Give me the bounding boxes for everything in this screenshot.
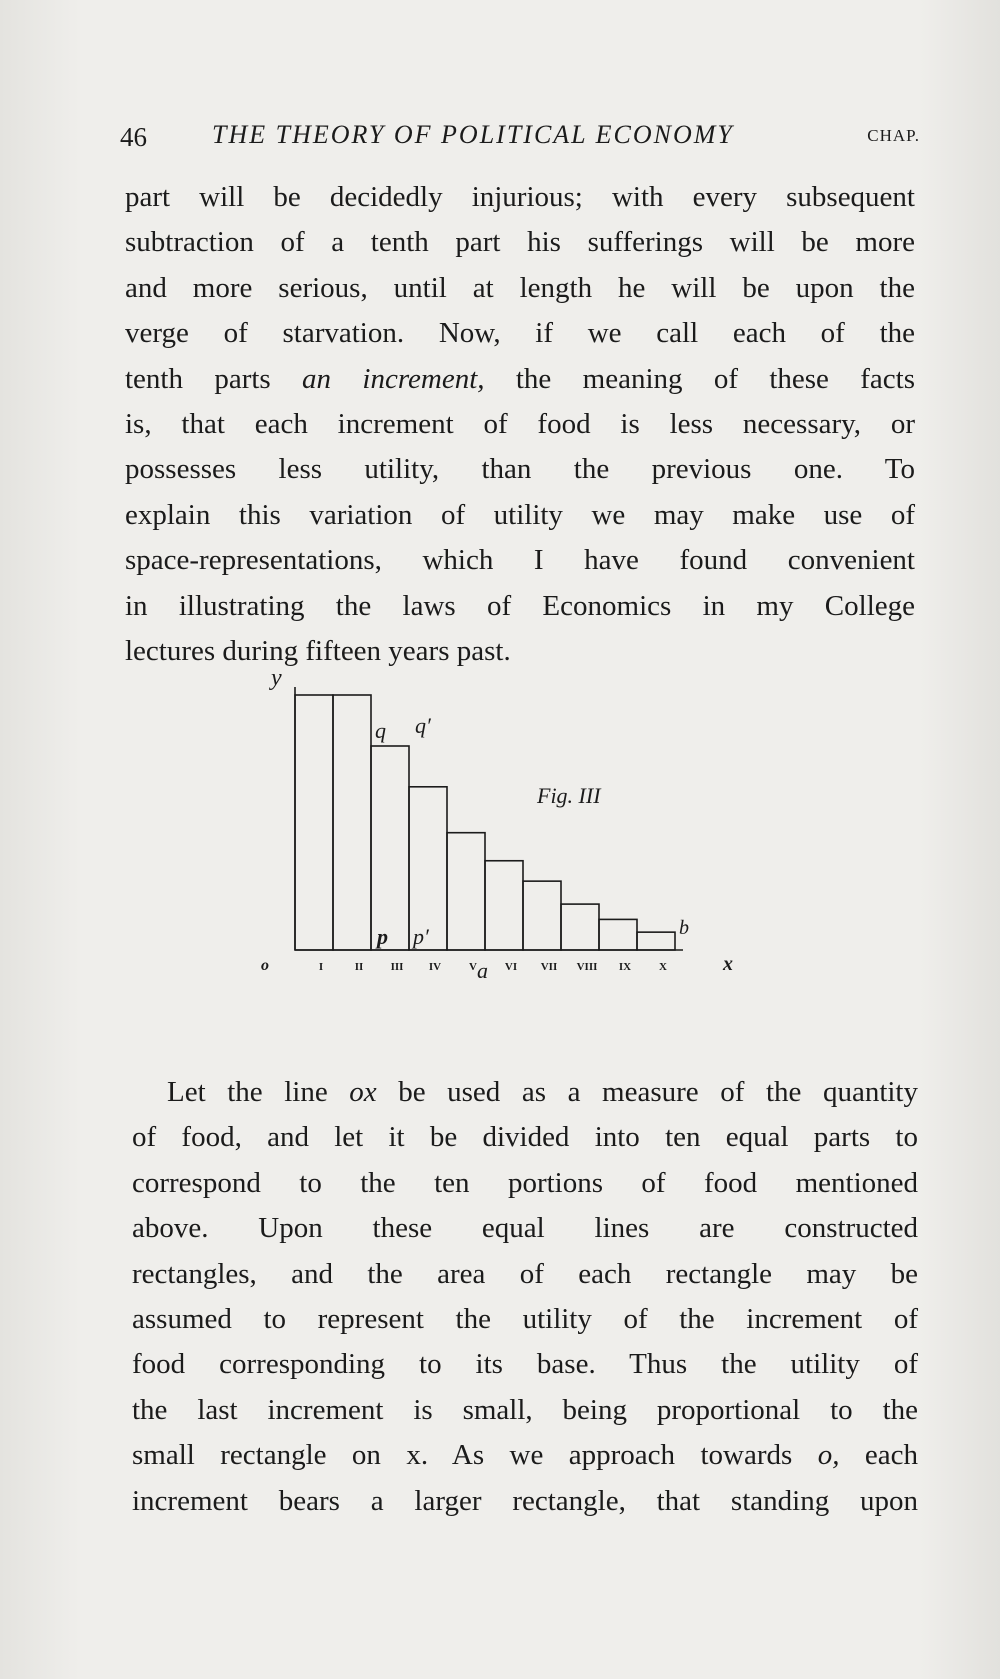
text-line: the last increment is small, being proportional to the	[132, 1393, 918, 1426]
text-run: the meaning of these facts	[484, 362, 916, 395]
x-tick-label: V	[469, 961, 477, 973]
utility-bar	[561, 904, 599, 950]
point-label-b: b	[679, 917, 689, 939]
x-tick-label: I	[318, 961, 324, 973]
utility-bar	[485, 861, 523, 950]
utility-bar	[599, 919, 637, 950]
utility-bar	[523, 881, 561, 950]
text-run: tenth parts	[125, 362, 303, 395]
utility-bar	[371, 746, 409, 950]
text-line: possesses less utility, than the previous one. To	[125, 453, 915, 486]
text-run: Let the line	[167, 1076, 350, 1108]
italic-text: ox	[349, 1076, 377, 1108]
running-header	[120, 116, 920, 156]
text-line: verge of starvation. Now, if we call each of the	[125, 317, 915, 350]
text-line	[132, 1433, 918, 1478]
text-line	[125, 357, 915, 402]
emphasis-text: an increment,	[302, 362, 485, 395]
text-line: of food, and let it be divided into ten equal parts to	[132, 1121, 918, 1154]
text-line: lectures during fifteen years past.	[125, 635, 511, 668]
text-line: above. Upon these equal lines are constructed	[132, 1212, 918, 1245]
text-run: small rectangle on x. As we approach towards	[132, 1439, 818, 1472]
point-label-a: a	[477, 958, 488, 983]
x-tick-label: III	[390, 961, 404, 973]
utility-bar	[637, 932, 675, 950]
point-label-q-prime: q′	[415, 712, 431, 738]
x-tick-label: VII	[540, 961, 558, 973]
figure-svg	[261, 665, 785, 1055]
text-line: part will be decidedly injurious; with every subsequent	[125, 181, 915, 213]
x-tick-label: IV	[428, 961, 442, 973]
x-tick-label: VIII	[576, 961, 598, 973]
paragraph-1	[125, 175, 915, 674]
text-line: correspond to the ten portions of food mentioned	[132, 1166, 918, 1199]
text-run: each	[839, 1439, 918, 1472]
x-tick-label: II	[354, 961, 364, 973]
x-tick-label: X	[659, 961, 667, 973]
chapter-label: CHAP.	[867, 126, 920, 145]
text-line: subtraction of a tenth part his sufferings will be more	[125, 226, 915, 259]
text-line	[132, 1070, 918, 1115]
text-line: rectangles, and the area of each rectangle may be	[132, 1257, 918, 1290]
x-tick-label: IX	[618, 961, 632, 973]
italic-text: o,	[817, 1439, 840, 1472]
text-line: increment bears a larger rectangle, that standing upon	[132, 1484, 918, 1517]
text-run: be used as a measure of the quantity	[376, 1076, 918, 1108]
text-line: is, that each increment of food is less necessary, or	[125, 408, 915, 441]
point-label-p: p	[377, 924, 388, 949]
paragraph-2	[132, 1070, 918, 1524]
x-axis-end-label: x	[723, 953, 733, 975]
text-line: space-representations, which I have found convenient	[125, 544, 915, 577]
text-line: in illustrating the laws of Economics in my College	[125, 589, 915, 622]
text-line: assumed to represent the utility of the increment of	[132, 1303, 918, 1336]
utility-bar	[333, 695, 371, 950]
origin-label: o	[261, 957, 269, 974]
text-line: food corresponding to its base. Thus the utility of	[132, 1348, 918, 1381]
utility-figure	[261, 665, 785, 1055]
text-line: explain this variation of utility we may make use of	[125, 498, 915, 531]
text-line: and more serious, until at length he will be upon the	[125, 271, 915, 304]
point-label-p-prime: p′	[413, 924, 429, 949]
utility-bar	[447, 833, 485, 950]
y-axis-label: y	[271, 665, 282, 691]
figure-caption: Fig. III	[537, 783, 601, 808]
running-title: THE THEORY OF POLITICAL ECONOMY	[212, 120, 734, 149]
x-tick-label: VI	[504, 961, 518, 973]
point-label-q: q	[375, 718, 386, 743]
page-number: 46	[120, 122, 147, 152]
utility-bar	[295, 695, 333, 950]
